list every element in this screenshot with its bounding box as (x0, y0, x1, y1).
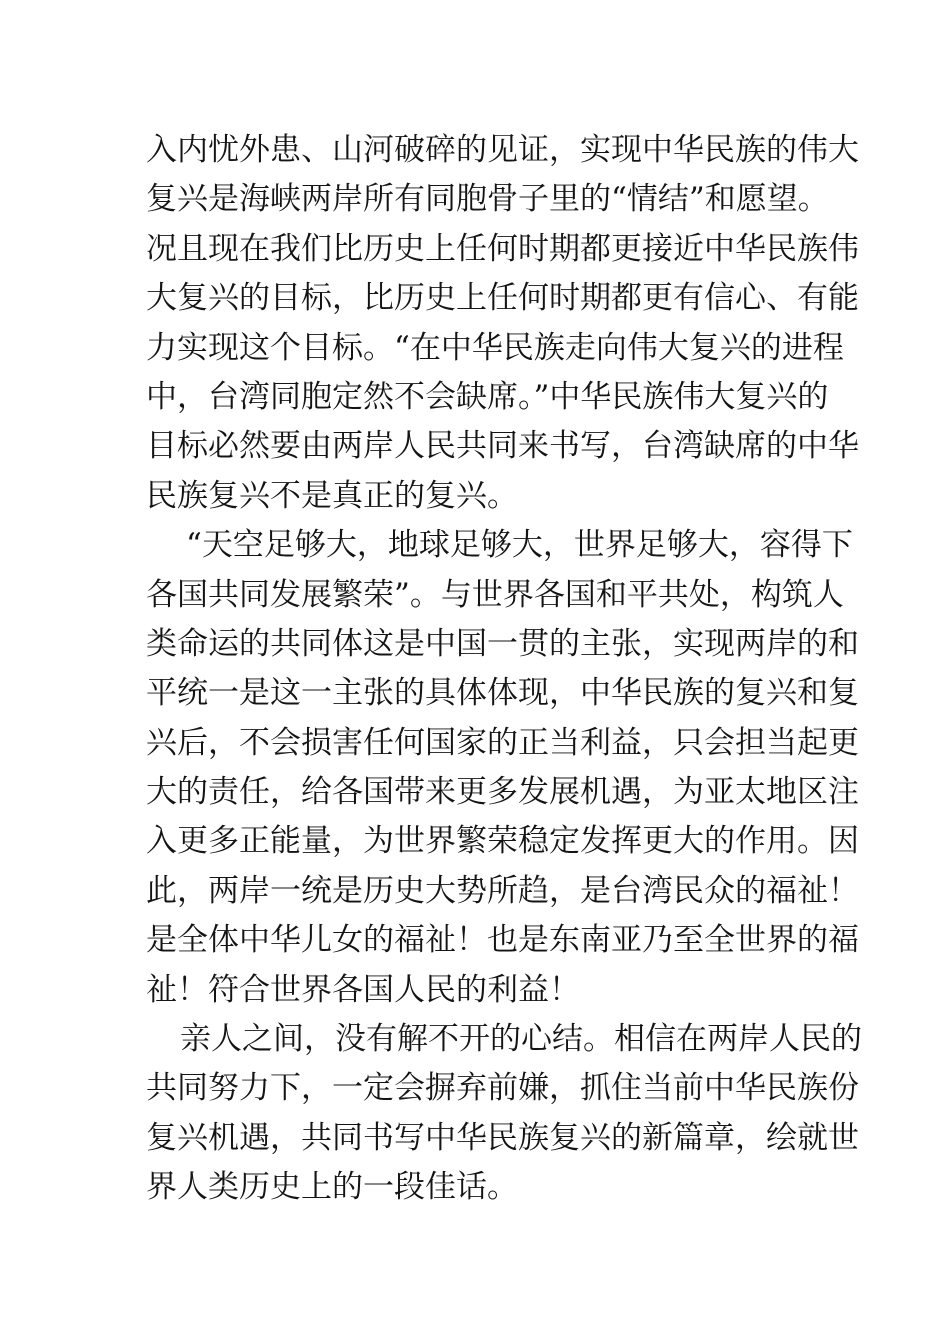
text-line: “天空足够大，地球足够大，世界足够大，容得下 (186, 527, 853, 564)
text-line: 此，两岸一统是历史大势所趋，是台湾民众的福祉！ (146, 872, 859, 909)
text-line: 入内忧外患、山河破碎的见证，实现中华民族的伟大 (146, 132, 859, 168)
text-line: 祉！符合世界各国人民的利益！ (146, 971, 580, 1008)
document-body (146, 126, 862, 1213)
text-line: 界人类历史上的一段佳话。 (146, 1169, 518, 1206)
text-line: 兴后，不会损害任何国家的正当利益，只会担当起更 (146, 724, 859, 761)
text-line: 大复兴的目标，比历史上任何时期都更有信心、有能 (146, 280, 859, 317)
paragraph-1 (146, 126, 859, 521)
text-line: 大的责任，给各国带来更多发展机遇，为亚太地区注 (146, 774, 859, 811)
paragraph-2 (146, 521, 859, 1015)
text-line: 民族复兴不是真正的复兴。 (146, 477, 518, 514)
text-line: 类命运的共同体这是中国一贯的主张，实现两岸的和 (146, 625, 859, 662)
text-line: 亲人之间，没有解不开的心结。相信在两岸人民的 (180, 1021, 862, 1058)
text-line: 平统一是这一主张的具体体现，中华民族的复兴和复 (146, 675, 859, 712)
text-line: 复兴是海峡两岸所有同胞骨子里的“情结”和愿望。 (146, 181, 829, 218)
text-line: 各国共同发展繁荣”。与世界各国和平共处，构筑人 (146, 576, 844, 613)
text-line: 共同努力下，一定会摒弃前嫌，抓住当前中华民族份 (146, 1070, 859, 1107)
text-line: 况且现在我们比历史上任何时期都更接近中华民族伟 (146, 230, 859, 267)
paragraph-3 (146, 1015, 862, 1213)
text-line: 力实现这个目标。“在中华民族走向伟大复兴的进程 (146, 329, 844, 366)
text-line: 复兴机遇，共同书写中华民族复兴的新篇章，绘就世 (146, 1119, 859, 1156)
text-line: 中，台湾同胞定然不会缺席。”中华民族伟大复兴的 (146, 378, 829, 415)
text-line: 入更多正能量，为世界繁荣稳定发挥更大的作用。因 (146, 823, 859, 860)
text-line: 是全体中华儿女的福祉！也是东南亚乃至全世界的福 (146, 922, 859, 959)
text-line: 目标必然要由两岸人民共同来书写，台湾缺席的中华 (146, 428, 859, 465)
